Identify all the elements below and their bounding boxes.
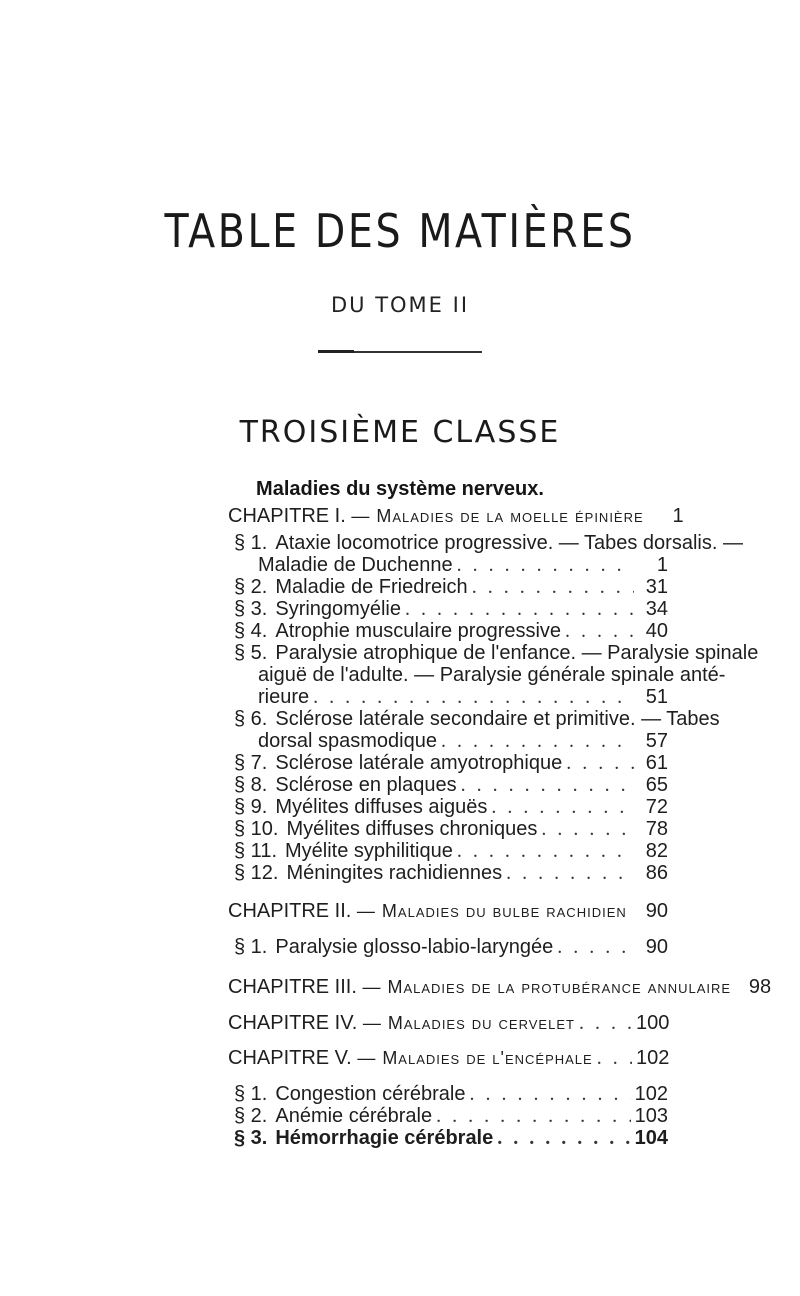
chapter-label: CHAPITRE IV.: [228, 1012, 358, 1034]
entry-title: Sclérose latérale amyotrophique: [275, 752, 563, 774]
page-number: 86: [645, 862, 668, 884]
toc-entry-continuation[interactable]: [258, 554, 668, 577]
toc-entry[interactable]: [234, 620, 668, 643]
toc-entry[interactable]: [234, 796, 668, 819]
chapter-label: CHAPITRE V.: [228, 1047, 352, 1069]
leader-dots: [565, 620, 634, 643]
section-number: § 12.: [234, 862, 279, 884]
toc-entry-continuation[interactable]: [258, 730, 668, 753]
leader-dots: [491, 796, 634, 819]
leader-dots: [441, 730, 634, 753]
toc-entry[interactable]: [234, 576, 668, 599]
leader-dots: [597, 1047, 632, 1070]
toc-entry-continuation: aiguë de l'adulte. — Paralysie générale spinale anté-: [258, 664, 726, 686]
chapter-entry[interactable]: [228, 1012, 668, 1035]
leader-dots: [566, 752, 634, 775]
chapter-title: — Maladies de l'encéphale: [357, 1048, 593, 1068]
chapter-entry[interactable]: [228, 900, 668, 923]
section-number: § 3.: [234, 598, 268, 620]
leader-dots: [631, 900, 632, 923]
leader-dots: [461, 774, 634, 797]
leader-dots: [579, 1012, 632, 1035]
chapter-title: — Maladies du cervelet: [362, 1013, 575, 1033]
page-title: TABLE DES MATIÈRES: [164, 204, 636, 258]
section-number: § 4.: [234, 620, 268, 642]
section-number: § 3.: [234, 1127, 268, 1149]
entry-title: Paralysie glosso-labio-laryngée: [275, 936, 554, 958]
chapter-label: CHAPITRE III.: [228, 976, 357, 998]
section-number: § 8.: [234, 774, 268, 796]
page-number: 65: [645, 774, 668, 796]
entry-title: Hémorrhagie cérébrale: [275, 1127, 494, 1149]
page-number: 90: [645, 936, 668, 958]
entry-title: Méningites rachidiennes: [286, 862, 503, 884]
section-number: § 9.: [234, 796, 268, 818]
entry-title: Maladie de Duchenne: [258, 554, 453, 576]
entry-title: Myélite syphilitique: [285, 840, 453, 862]
toc-entry[interactable]: [234, 752, 668, 775]
page-number: 102: [634, 1083, 668, 1105]
page-number: 57: [645, 730, 668, 752]
page-number: 51: [645, 686, 668, 708]
chapter-entry[interactable]: [228, 976, 772, 999]
volume-subtitle: DU TOME II: [330, 293, 470, 317]
title-rule-accent: [318, 350, 354, 353]
section-number: § 10.: [234, 818, 279, 840]
entry-title: Paralysie atrophique de l'enfance. — Paralysie spinale: [275, 642, 759, 664]
section-number: § 1.: [234, 532, 268, 554]
section-number: § 1.: [234, 936, 268, 958]
toc-entry[interactable]: [234, 642, 758, 665]
section-number: § 11.: [234, 840, 277, 862]
chapter-entry[interactable]: [228, 505, 684, 528]
entry-title: Congestion cérébrale: [275, 1083, 466, 1105]
entry-title: rieure: [258, 686, 310, 708]
toc-entry[interactable]: [234, 598, 668, 621]
page-number: 98: [748, 976, 772, 998]
page-number: 102: [636, 1047, 670, 1069]
page-number: 34: [645, 598, 668, 620]
page-number: 100: [636, 1012, 670, 1034]
entry-title: Sclérose en plaques: [275, 774, 457, 796]
chapter-title: — Maladies de la protubérance annulaire: [362, 977, 732, 997]
entry-title: Ataxie locomotrice progressive. — Tabes dorsalis. —: [275, 532, 743, 554]
chapter-label: CHAPITRE II.: [228, 900, 352, 922]
entry-title: Anémie cérébrale: [275, 1105, 433, 1127]
toc-entry[interactable]: [234, 1083, 668, 1106]
leader-dots: [313, 686, 634, 709]
section-number: § 7.: [234, 752, 268, 774]
chapter-entry[interactable]: [228, 1047, 668, 1070]
page-number: 104: [634, 1127, 668, 1149]
toc-entry-continuation[interactable]: [258, 686, 668, 709]
section-number: § 2.: [234, 576, 268, 598]
toc-entry[interactable]: [234, 1105, 668, 1128]
toc-entry[interactable]: [234, 708, 720, 731]
class-heading: TROISIÈME CLASSE: [239, 415, 561, 450]
leader-dots: [457, 554, 634, 577]
page-number: 61: [645, 752, 668, 774]
page-number: 103: [634, 1105, 668, 1127]
section-number: § 2.: [234, 1105, 268, 1127]
toc-entry[interactable]: [234, 936, 668, 959]
chapter-title: — Maladies de la moelle épinière: [351, 506, 644, 526]
leader-dots: [506, 862, 634, 885]
toc-entry[interactable]: [234, 1127, 668, 1150]
toc-entry[interactable]: [234, 862, 668, 885]
leader-dots: [405, 598, 634, 621]
section-number: § 1.: [234, 1083, 268, 1105]
page-number: 90: [645, 900, 668, 922]
toc-entry[interactable]: [234, 840, 668, 863]
page-number: 78: [645, 818, 668, 840]
chapter-title: — Maladies du bulbe rachidien: [356, 901, 627, 921]
leader-dots: [457, 840, 634, 863]
leader-dots: [472, 576, 634, 599]
page-number: 40: [645, 620, 668, 642]
leader-dots: [469, 1083, 630, 1106]
entry-title: Maladie de Friedreich: [275, 576, 468, 598]
entry-title: dorsal spasmodique: [258, 730, 437, 752]
toc-entry[interactable]: [234, 532, 743, 555]
page-number: 82: [645, 840, 668, 862]
toc-entry[interactable]: [234, 774, 668, 797]
leader-dots: [541, 818, 634, 841]
leader-dots: [557, 936, 634, 959]
toc-entry[interactable]: [234, 818, 668, 841]
class-subheading: Maladies du système nerveux.: [256, 478, 544, 500]
page-number: 31: [645, 576, 668, 598]
entry-title: Atrophie musculaire progressive: [275, 620, 562, 642]
entry-title: Sclérose latérale secondaire et primitive. — Tabes: [275, 708, 720, 730]
page-number: 1: [656, 554, 668, 576]
leader-dots: [497, 1127, 630, 1150]
section-number: § 6.: [234, 708, 268, 730]
leader-dots: [436, 1105, 631, 1128]
page-number: 72: [645, 796, 668, 818]
entry-title: Myélites diffuses aiguës: [275, 796, 488, 818]
entry-title: Myélites diffuses chroniques: [286, 818, 538, 840]
page-number: 1: [672, 505, 684, 527]
section-number: § 5.: [234, 642, 268, 664]
chapter-label: CHAPITRE I.: [228, 505, 346, 527]
entry-title: Syringomyélie: [275, 598, 401, 620]
